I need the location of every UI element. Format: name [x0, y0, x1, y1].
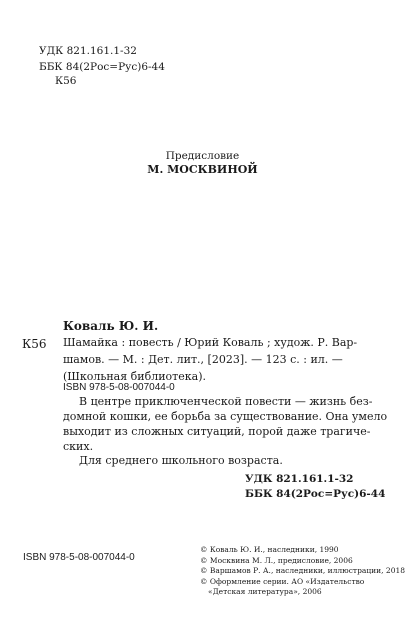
copyright-line: «Детская литература», 2006: [208, 587, 322, 596]
catalog-bbk: ББК 84(2Рос=Рус)6-44: [245, 488, 386, 500]
preface-label: Предисловие: [165, 150, 240, 162]
audience-note: Для среднего школьного возраста.: [79, 454, 283, 467]
copyright-line: © Москвина М. Л., предисловие, 2006: [200, 555, 353, 565]
bottom-isbn: ISBN 978-5-08-007044-0: [23, 552, 135, 563]
description-line: шамов. — М. : Дет. лит., [2023]. — 123 с. : ил. —: [63, 353, 343, 366]
side-author-mark: К56: [22, 337, 47, 351]
copyright-line: © Коваль Ю. И., наследники, 1990: [200, 545, 339, 554]
top-udk: УДК 821.161.1-32: [39, 45, 137, 57]
catalog-udk: УДК 821.161.1-32: [245, 473, 354, 485]
book-author: Коваль Ю. И.: [63, 319, 159, 333]
copyright-block: [200, 545, 405, 598]
copyright-line: © Варшамов Р. А., наследники, иллюстрации, 2018: [200, 566, 405, 575]
description-line: (Школьная библиотека).: [63, 370, 206, 383]
annotation-line: ских.: [63, 440, 94, 453]
description-line: Шамайка : повесть / Юрий Коваль ; худож. Р. Вар-: [63, 336, 358, 349]
top-classification: [39, 43, 165, 75]
copyright-line: © Оформление серии. АО «Издательство: [200, 576, 365, 586]
annotation: [63, 394, 388, 454]
top-bbk: ББК 84(2Рос=Рус)6-44: [39, 61, 165, 73]
bibliographic-description: [63, 334, 393, 385]
catalog-classification: [245, 472, 385, 502]
preface-author: М. МОСКВИНОЙ: [147, 163, 258, 176]
top-author-mark: К56: [55, 75, 77, 87]
annotation-line: домной кошки, ее борьба за существование. Она умело: [63, 410, 388, 423]
catalog-isbn: ISBN 978-5-08-007044-0: [63, 382, 175, 393]
annotation-line: выходит из сложных ситуаций, порой даже трагиче-: [63, 425, 371, 438]
annotation-line: В центре приключенческой повести — жизнь без-: [79, 395, 373, 408]
